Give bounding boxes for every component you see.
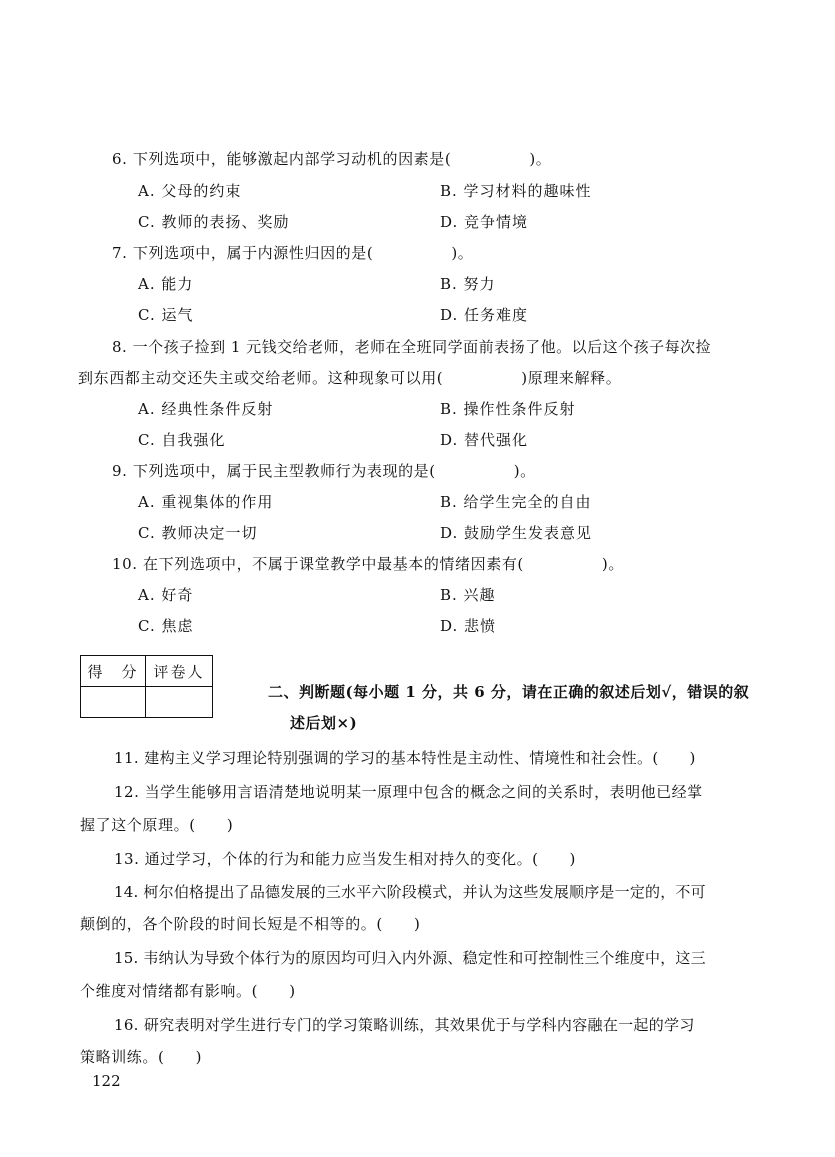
question-10-option-b: B. 兴趣 — [440, 586, 496, 604]
section-2-title-line2: 述后划×) — [290, 714, 358, 732]
question-10-option-d: D. 悲愤 — [440, 617, 497, 635]
question-9-option-b: B. 给学生完全的自由 — [440, 493, 592, 511]
question-6-option-b: B. 学习材料的趣味性 — [440, 182, 592, 200]
question-6-option-d: D. 竞争情境 — [440, 213, 529, 231]
question-8-option-b: B. 操作性条件反射 — [440, 400, 576, 418]
question-15-line2: 个维度对情绪都有影响。( ) — [80, 982, 296, 1000]
score-label: 得 分 — [81, 656, 146, 687]
question-6-option-a: A. 父母的约束 — [138, 182, 242, 200]
question-9-stem: 9. 下列选项中，属于民主型教师行为表现的是( )。 — [112, 462, 536, 480]
section-2-title-line1: 二、判断题(每小题 1 分，共 6 分，请在正确的叙述后划√，错误的叙 — [268, 683, 750, 701]
question-8-option-c: C. 自我强化 — [138, 431, 226, 449]
question-8-option-d: D. 替代强化 — [440, 431, 529, 449]
question-9-option-d: D. 鼓励学生发表意见 — [440, 524, 593, 542]
question-7-option-a: A. 能力 — [138, 275, 194, 293]
score-table — [80, 655, 213, 718]
question-7-stem: 7. 下列选项中，属于内源性归因的是( )。 — [112, 244, 474, 262]
question-13: 13. 通过学习，个体的行为和能力应当发生相对持久的变化。( ) — [114, 850, 576, 868]
question-10-option-c: C. 焦虑 — [138, 617, 194, 635]
question-7-option-c: C. 运气 — [138, 306, 194, 324]
question-8-stem-line2: 到东西都主动交还失主或交给老师。这种现象可以用( )原理来解释。 — [78, 369, 622, 387]
question-16-line1: 16. 研究表明对学生进行专门的学习策略训练，其效果优于与学科内容融在一起的学习 — [114, 1016, 695, 1034]
grader-cell — [146, 687, 213, 718]
question-12-line1: 12. 当学生能够用言语清楚地说明某一原理中包含的概念之间的关系时，表明他已经掌 — [114, 783, 703, 801]
page-number: 122 — [92, 1072, 121, 1090]
question-12-line2: 握了这个原理。( ) — [80, 816, 234, 834]
grader-label: 评卷人 — [146, 656, 213, 687]
question-14-line1: 14. 柯尔伯格提出了品德发展的三水平六阶段模式，并认为这些发展顺序是一定的，不可 — [114, 883, 706, 901]
question-14-line2: 颠倒的，各个阶段的时间长短是不相等的。( ) — [80, 915, 421, 933]
question-15-line1: 15. 韦纳认为导致个体行为的原因均可归入内外源、稳定性和可控制性三个维度中，这三 — [114, 949, 706, 967]
question-7-option-d: D. 任务难度 — [440, 306, 529, 324]
question-9-option-a: A. 重视集体的作用 — [138, 493, 274, 511]
question-7-option-b: B. 努力 — [440, 275, 496, 293]
question-8-option-a: A. 经典性条件反射 — [138, 400, 274, 418]
question-11: 11. 建构主义学习理论特别强调的学习的基本特性是主动性、情境性和社会性。( ) — [114, 749, 696, 767]
score-cell — [81, 687, 146, 718]
question-16-line2: 策略训练。( ) — [80, 1048, 203, 1066]
question-10-option-a: A. 好奇 — [138, 586, 194, 604]
question-10-stem: 10. 在下列选项中，不属于课堂教学中最基本的情绪因素有( )。 — [112, 555, 624, 573]
question-6-stem: 6. 下列选项中，能够激起内部学习动机的因素是( )。 — [112, 150, 552, 168]
question-8-stem-line1: 8. 一个孩子捡到 1 元钱交给老师，老师在全班同学面前表扬了他。以后这个孩子每次捡 — [112, 338, 712, 356]
question-9-option-c: C. 教师决定一切 — [138, 524, 258, 542]
question-6-option-c: C. 教师的表扬、奖励 — [138, 213, 290, 231]
